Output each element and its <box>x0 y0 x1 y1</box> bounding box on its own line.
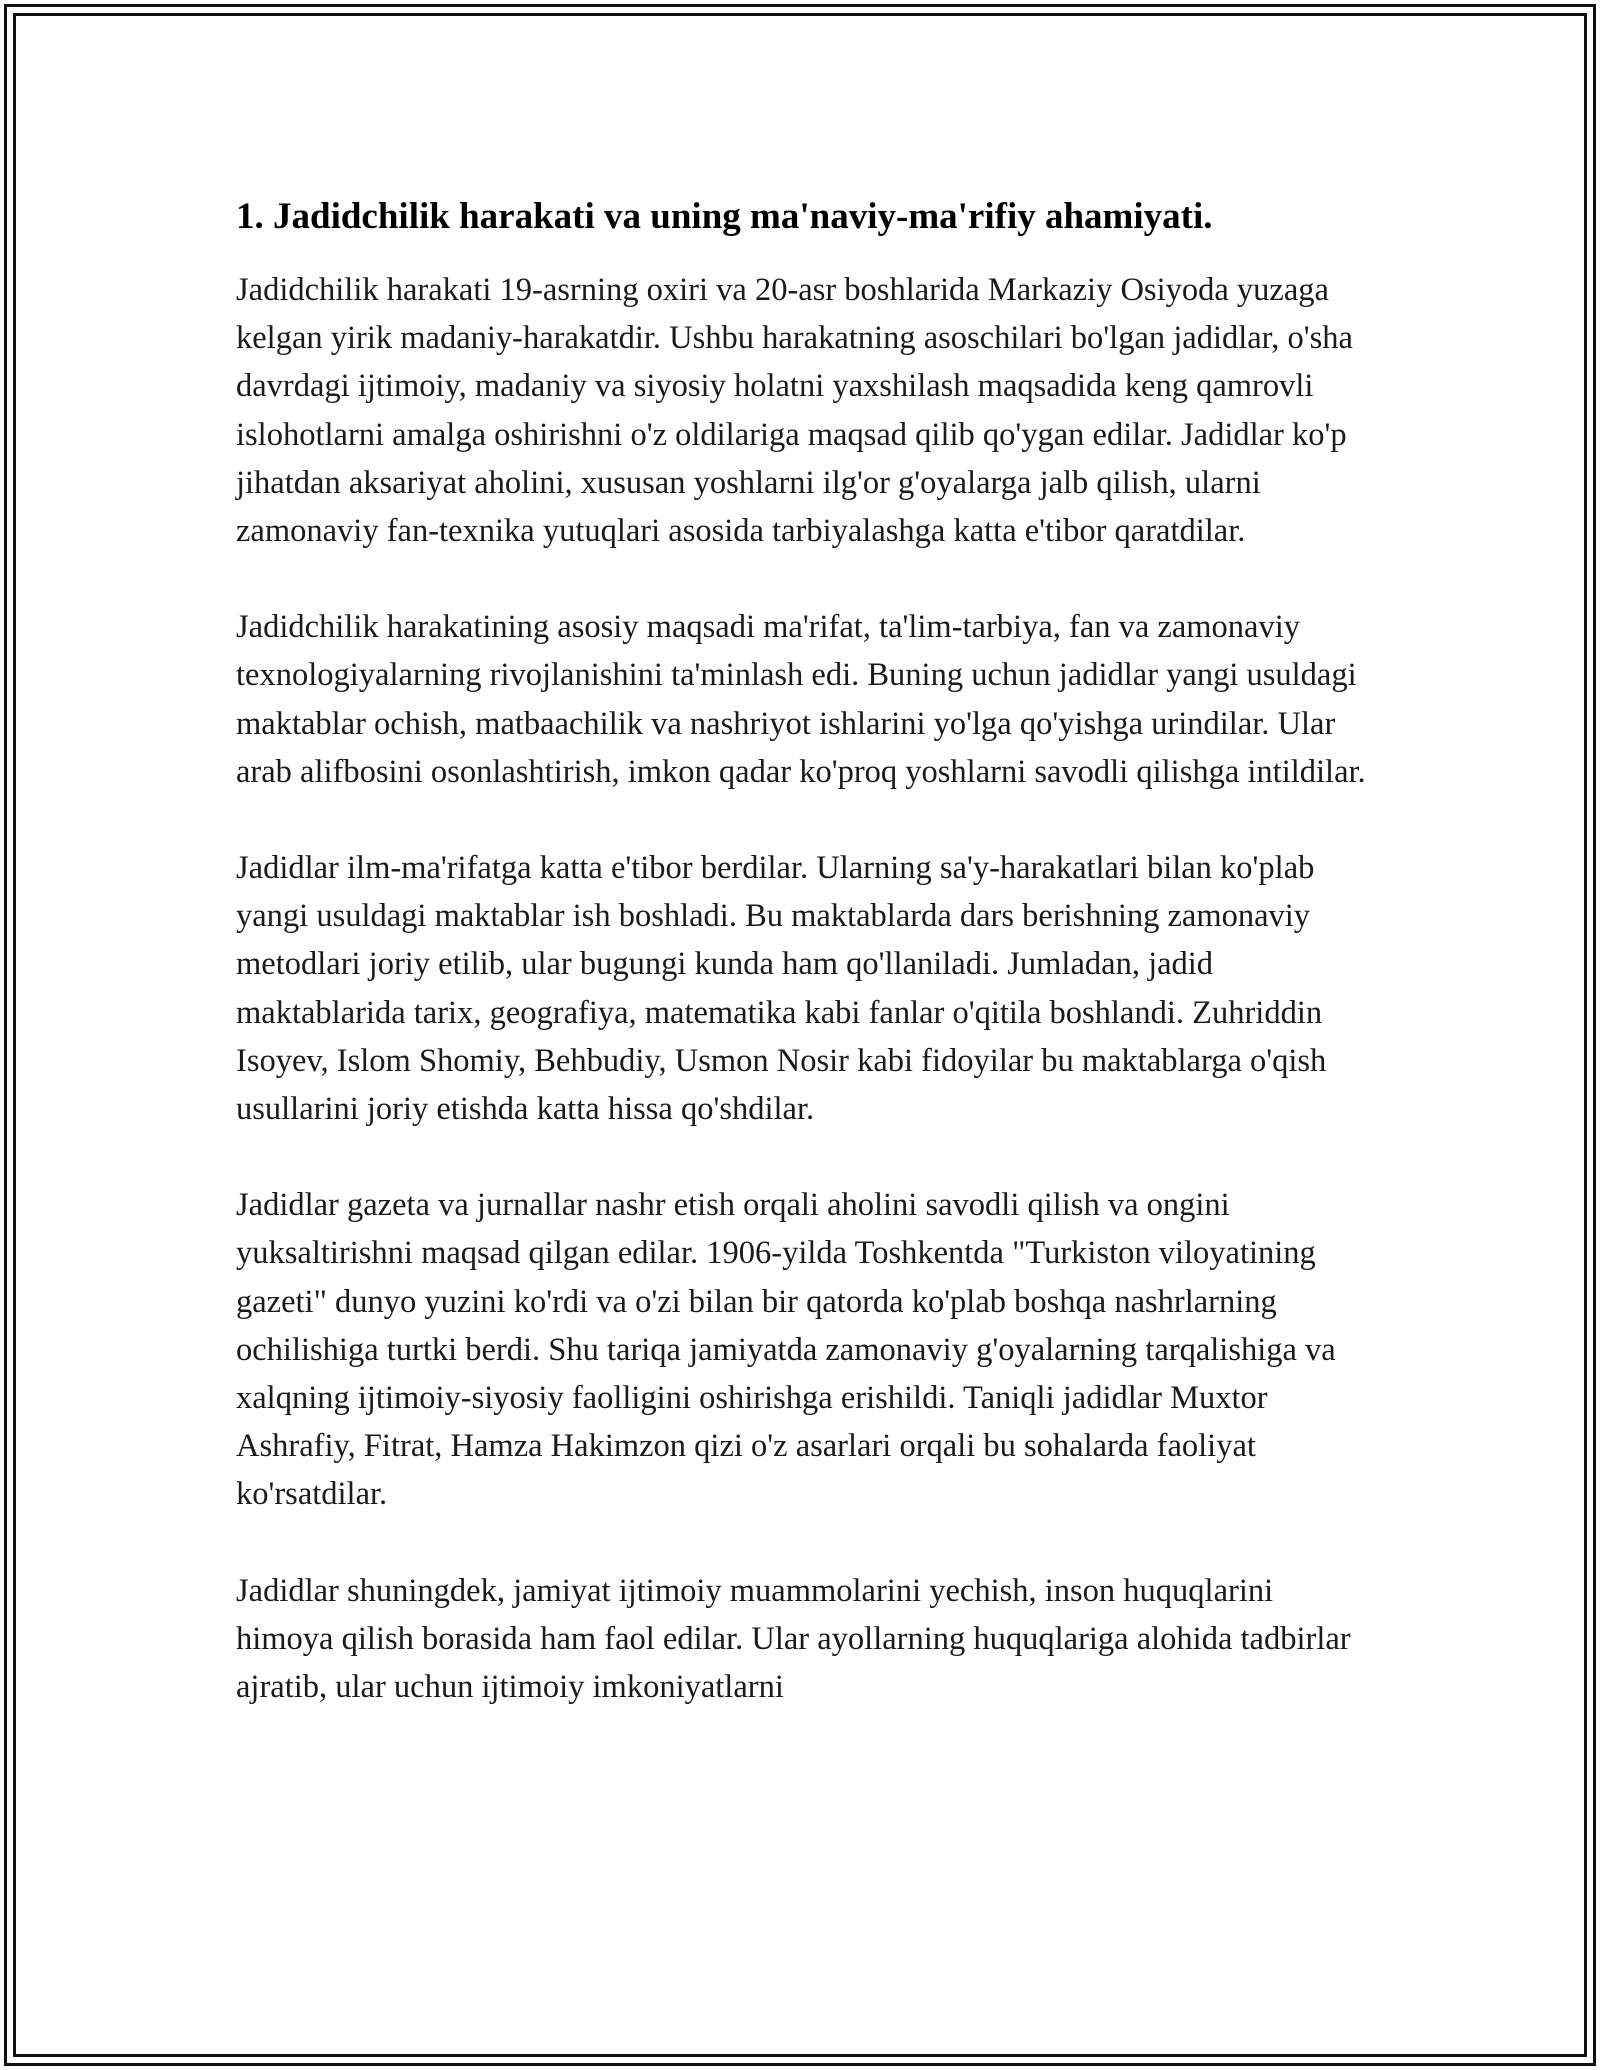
paragraph-2: Jadidchilik harakatining asosiy maqsadi ma'rifat, ta'lim-tarbiya, fan va zamonaviy texnologiyalarning rivojlanishini ta'minlash edi. Buning uchun jadidlar yangi usuldagi maktablar ochish, matbaachilik va nashriyot ishlarini yo'lga qo'yishga urindilar. Ular arab alifbosini osonlashtirish, imkon qadar ko'proq yoshlarni savodli qilishga intildilar. <box>236 609 1366 790</box>
paragraph-4: Jadidlar gazeta va jurnallar nashr etish orqali aholini savodli qilish va ongini yuksaltirishni maqsad qilgan edilar. 1906-yilda Toshkentda "Turkiston viloyatining gazeti" dunyo yuzini ko'rdi va o'zi bilan bir qatorda ko'plab boshqa nashrlarning ochilishiga turtki berdi. Shu tariqa jamiyatda zamonaviy g'oyalarning tarqalishiga va xalqning ijtimoiy-siyosiy faolligini oshirishga erishildi. Taniqli jadidlar Muxtor Ashrafiy, Fitrat, Hamza Hakimzon qizi o'z asarlari orqali bu sohalarda faoliyat ko'rsatdilar. <box>236 1187 1336 1513</box>
paragraph-5: Jadidlar shuningdek, jamiyat ijtimoiy muammolarini yechish, inson huquqlarini himoya qilish borasida ham faol edilar. Ular ayollarning huquqlariga alohida tadbirlar ajratib, ular uchun ijtimoiy imkoniyatlarni <box>236 1572 1351 1706</box>
section-heading: 1. Jadidchilik harakati va uning ma'naviy-ma'rifiy ahamiyati. <box>236 196 1213 237</box>
document-page <box>236 190 1376 1711</box>
paragraph-1: Jadidchilik harakati 19-asrning oxiri va 20-asr boshlarida Markaziy Osiyoda yuzaga kelgan yirik madaniy-harakatdir. Ushbu harakatning asoschilari bo'lgan jadidlar, o'sha davrdagi ijtimoiy, madaniy va siyosiy holatni yaxshilash maqsadida keng qamrovli islohotlarni amalga oshirishni o'z oldilariga maqsad qilib qo'ygan edilar. Jadidlar ko'p jihatdan aksariyat aholini, xususan yoshlarni ilg'or g'oyalarga jalb qilish, ularni zamonaviy fan-texnika yutuqlari asosida tarbiyalashga katta e'tibor qaratdilar. <box>236 272 1353 550</box>
paragraph-3: Jadidlar ilm-ma'rifatga katta e'tibor berdilar. Ularning sa'y-harakatlari bilan ko'plab yangi usuldagi maktablar ish boshladi. Bu maktablarda dars berishning zamonaviy metodlari joriy etilib, ular bugungi kunda ham qo'llaniladi. Jumladan, jadid maktablarida tarix, geografiya, matematika kabi fanlar o'qitila boshlandi. Zuhriddin Isoyev, Islom Shomiy, Behbudiy, Usmon Nosir kabi fidoyilar bu maktablarga o'qish usullarini joriy etishda katta hissa qo'shdilar. <box>236 850 1327 1128</box>
